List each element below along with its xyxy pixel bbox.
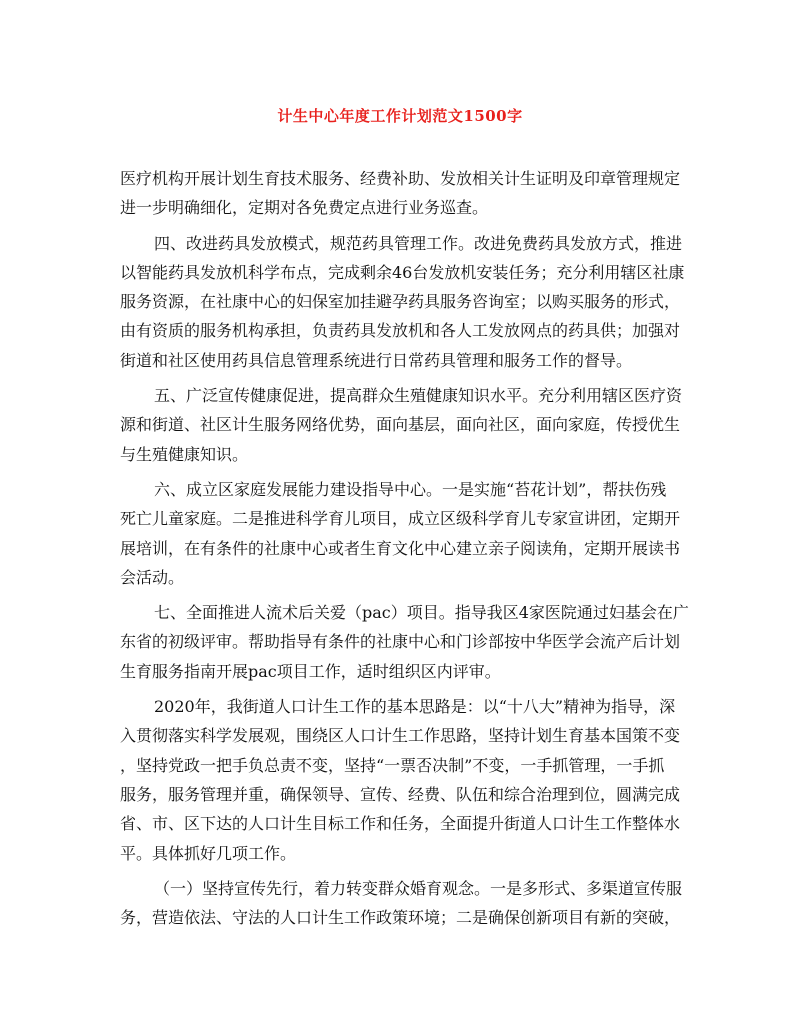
text-line: 以智能药具发放机科学布点，完成剩余46台发放机安装任务；充分利用辖区社康	[120, 262, 685, 282]
paragraph	[120, 475, 682, 592]
text-line: 街道和社区使用药具信息管理系统进行日常药具管理和服务工作的督导。	[120, 350, 633, 370]
text-line: 与生殖健康知识。	[120, 444, 249, 464]
text-line: 由有资质的服务机构承担，负责药具发放机和各人工发放网点的药具供；加强对	[120, 321, 681, 341]
text-line: 东省的初级评审。帮助指导有条件的社康中心和门诊部按中华医学会流产后计划	[120, 632, 681, 652]
text-line: ，坚持党政一把手负总责不变，坚持“一票否决制”不变，一手抓管理，一手抓	[120, 755, 665, 775]
text-line: 入贯彻落实科学发展观，围绕区人口计生工作思路，坚持计划生育基本国策不变	[120, 726, 681, 746]
paragraph	[120, 229, 685, 375]
text-line: 务，营造依法、守法的人口计生工作政策环境；二是确保创新项目有新的突破，	[120, 908, 681, 928]
text-line: 源和街道、社区计生服务网络优势，面向基层，面向社区，面向家庭，传授优生	[120, 415, 681, 435]
text-line: 死亡儿童家庭。二是推进科学育儿项目，成立区级科学育儿专家宣讲团，定期开	[120, 509, 681, 529]
text-line: 生育服务指南开展pac项目工作，适时组织区内评审。	[120, 661, 501, 681]
text-line: 2020年，我街道人口计生工作的基本思路是：以“十八大”精神为指导，深	[154, 697, 676, 717]
text-line: 服务资源，在社康中心的妇保室加挂避孕药具服务咨询室；以购买服务的形式，	[120, 292, 681, 312]
text-line: 六、成立区家庭发展能力建设指导中心。一是实施“苔花计划”，帮扶伤残	[154, 479, 667, 499]
text-line: 四、改进药具发放模式，规范药具管理工作。改进免费药具发放方式，推进	[154, 233, 683, 253]
paragraph	[120, 381, 682, 469]
text-line: 五、广泛宣传健康促进，提高群众生殖健康知识水平。充分利用辖区医疗资	[154, 386, 683, 406]
text-line: 服务，服务管理并重，确保领导、宣传、经费、队伍和综合治理到位，圆满完成	[120, 784, 681, 804]
paragraph	[120, 874, 682, 933]
paragraph	[120, 692, 682, 868]
paragraph	[120, 598, 689, 686]
document-title: 计生中心年度工作计划范文1500字	[277, 107, 523, 125]
paragraph	[120, 164, 682, 223]
text-line: 展培训，在有条件的社康中心或者生育文化中心建立亲子阅读角，定期开展读书	[120, 538, 681, 558]
text-line: 省、市、区下达的人口计生目标工作和任务，全面提升街道人口计生工作整体水	[120, 814, 681, 834]
text-line: 进一步明确细化，定期对各免费定点进行业务巡查。	[120, 198, 489, 218]
document-body	[120, 164, 689, 938]
text-line: 七、全面推进人流术后关爱（pac）项目。指导我区4家医院通过妇基会在广	[154, 603, 689, 623]
text-line: （一）坚持宣传先行，着力转变群众婚育观念。一是多形式、多渠道宣传服	[154, 878, 683, 898]
text-line: 医疗机构开展计划生育技术服务、经费补助、发放相关计生证明及印章管理规定	[120, 169, 681, 188]
text-line: 平。具体抓好几项工作。	[120, 843, 297, 863]
text-line: 会活动。	[120, 567, 185, 587]
